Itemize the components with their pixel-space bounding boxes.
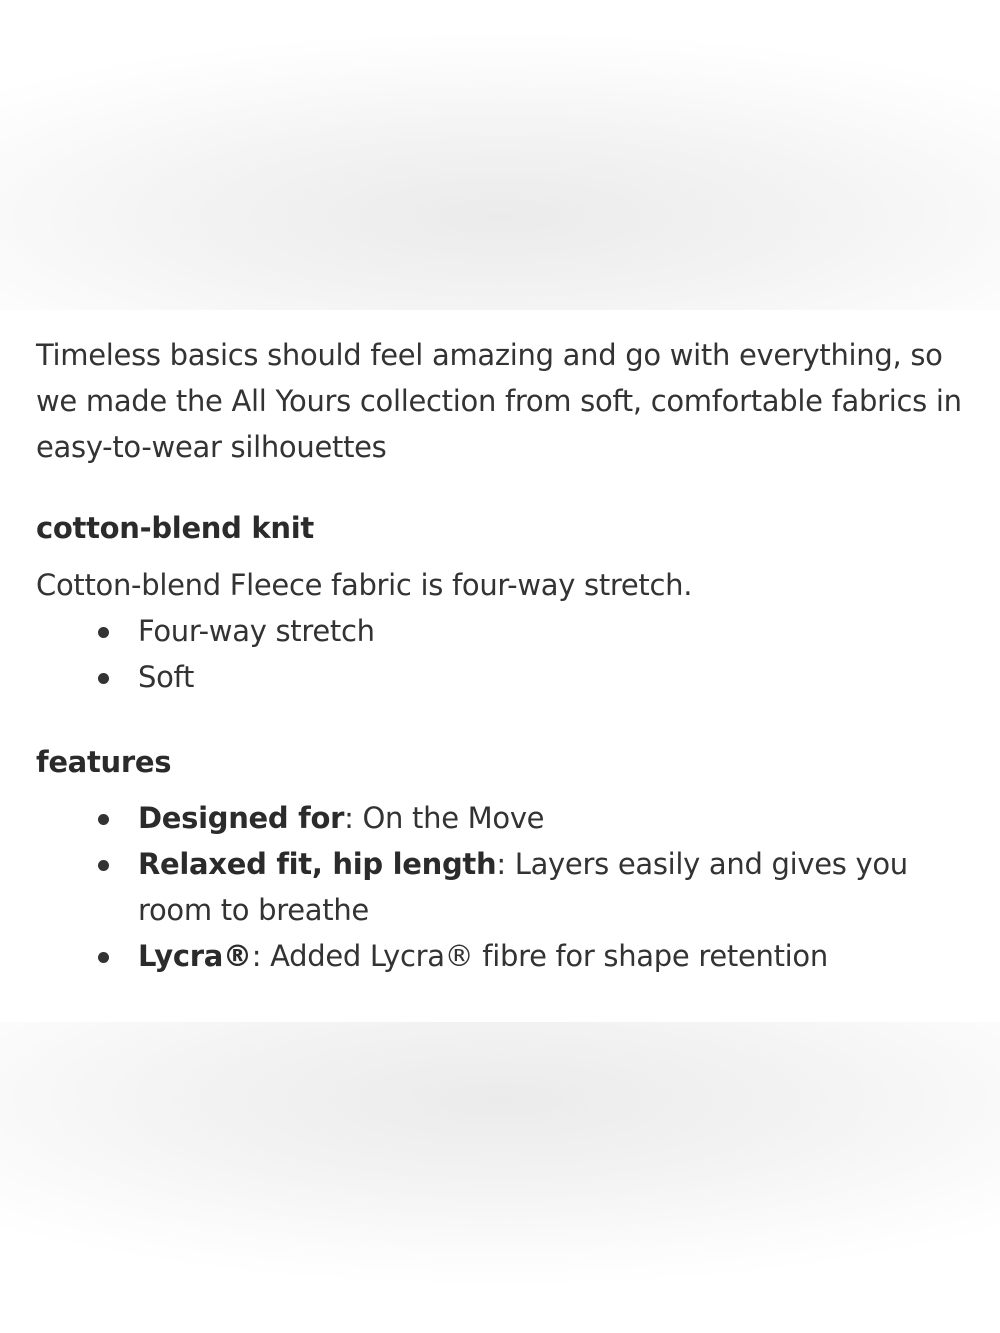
feature-detail: Added Lycra® fibre for shape retention — [270, 939, 828, 973]
feature-item-fit — [138, 841, 938, 933]
features-bullet-list — [138, 795, 938, 979]
list-item: Soft — [138, 654, 938, 700]
feature-detail: Layers easily and gives you room to breathe — [138, 847, 908, 927]
feature-separator: : — [344, 801, 363, 835]
bottom-photo-fade — [0, 1022, 1000, 1333]
features-heading: features — [36, 745, 172, 779]
feature-item-lycra — [138, 933, 938, 979]
fabric-heading: cotton-blend knit — [36, 511, 314, 545]
product-description-panel — [0, 310, 1000, 1022]
feature-name: Designed for — [138, 801, 345, 835]
top-photo-fade — [0, 0, 1000, 310]
intro-paragraph: Timeless basics should feel amazing and go with everything, so we made the All Yours collection from soft, comfortable fabrics in easy-to-wear silhouettes — [36, 338, 962, 464]
feature-detail: On the Move — [362, 801, 545, 835]
list-item: Four-way stretch — [138, 608, 938, 654]
fabric-bullet-list — [138, 608, 938, 700]
fabric-description: Cotton-blend Fleece fabric is four-way stretch. — [36, 568, 693, 602]
feature-item-designed-for — [138, 795, 938, 841]
feature-name: Relaxed fit, hip length — [138, 847, 497, 881]
feature-separator: : — [496, 847, 515, 881]
feature-separator: : — [251, 939, 271, 973]
feature-name: Lycra® — [138, 939, 252, 973]
